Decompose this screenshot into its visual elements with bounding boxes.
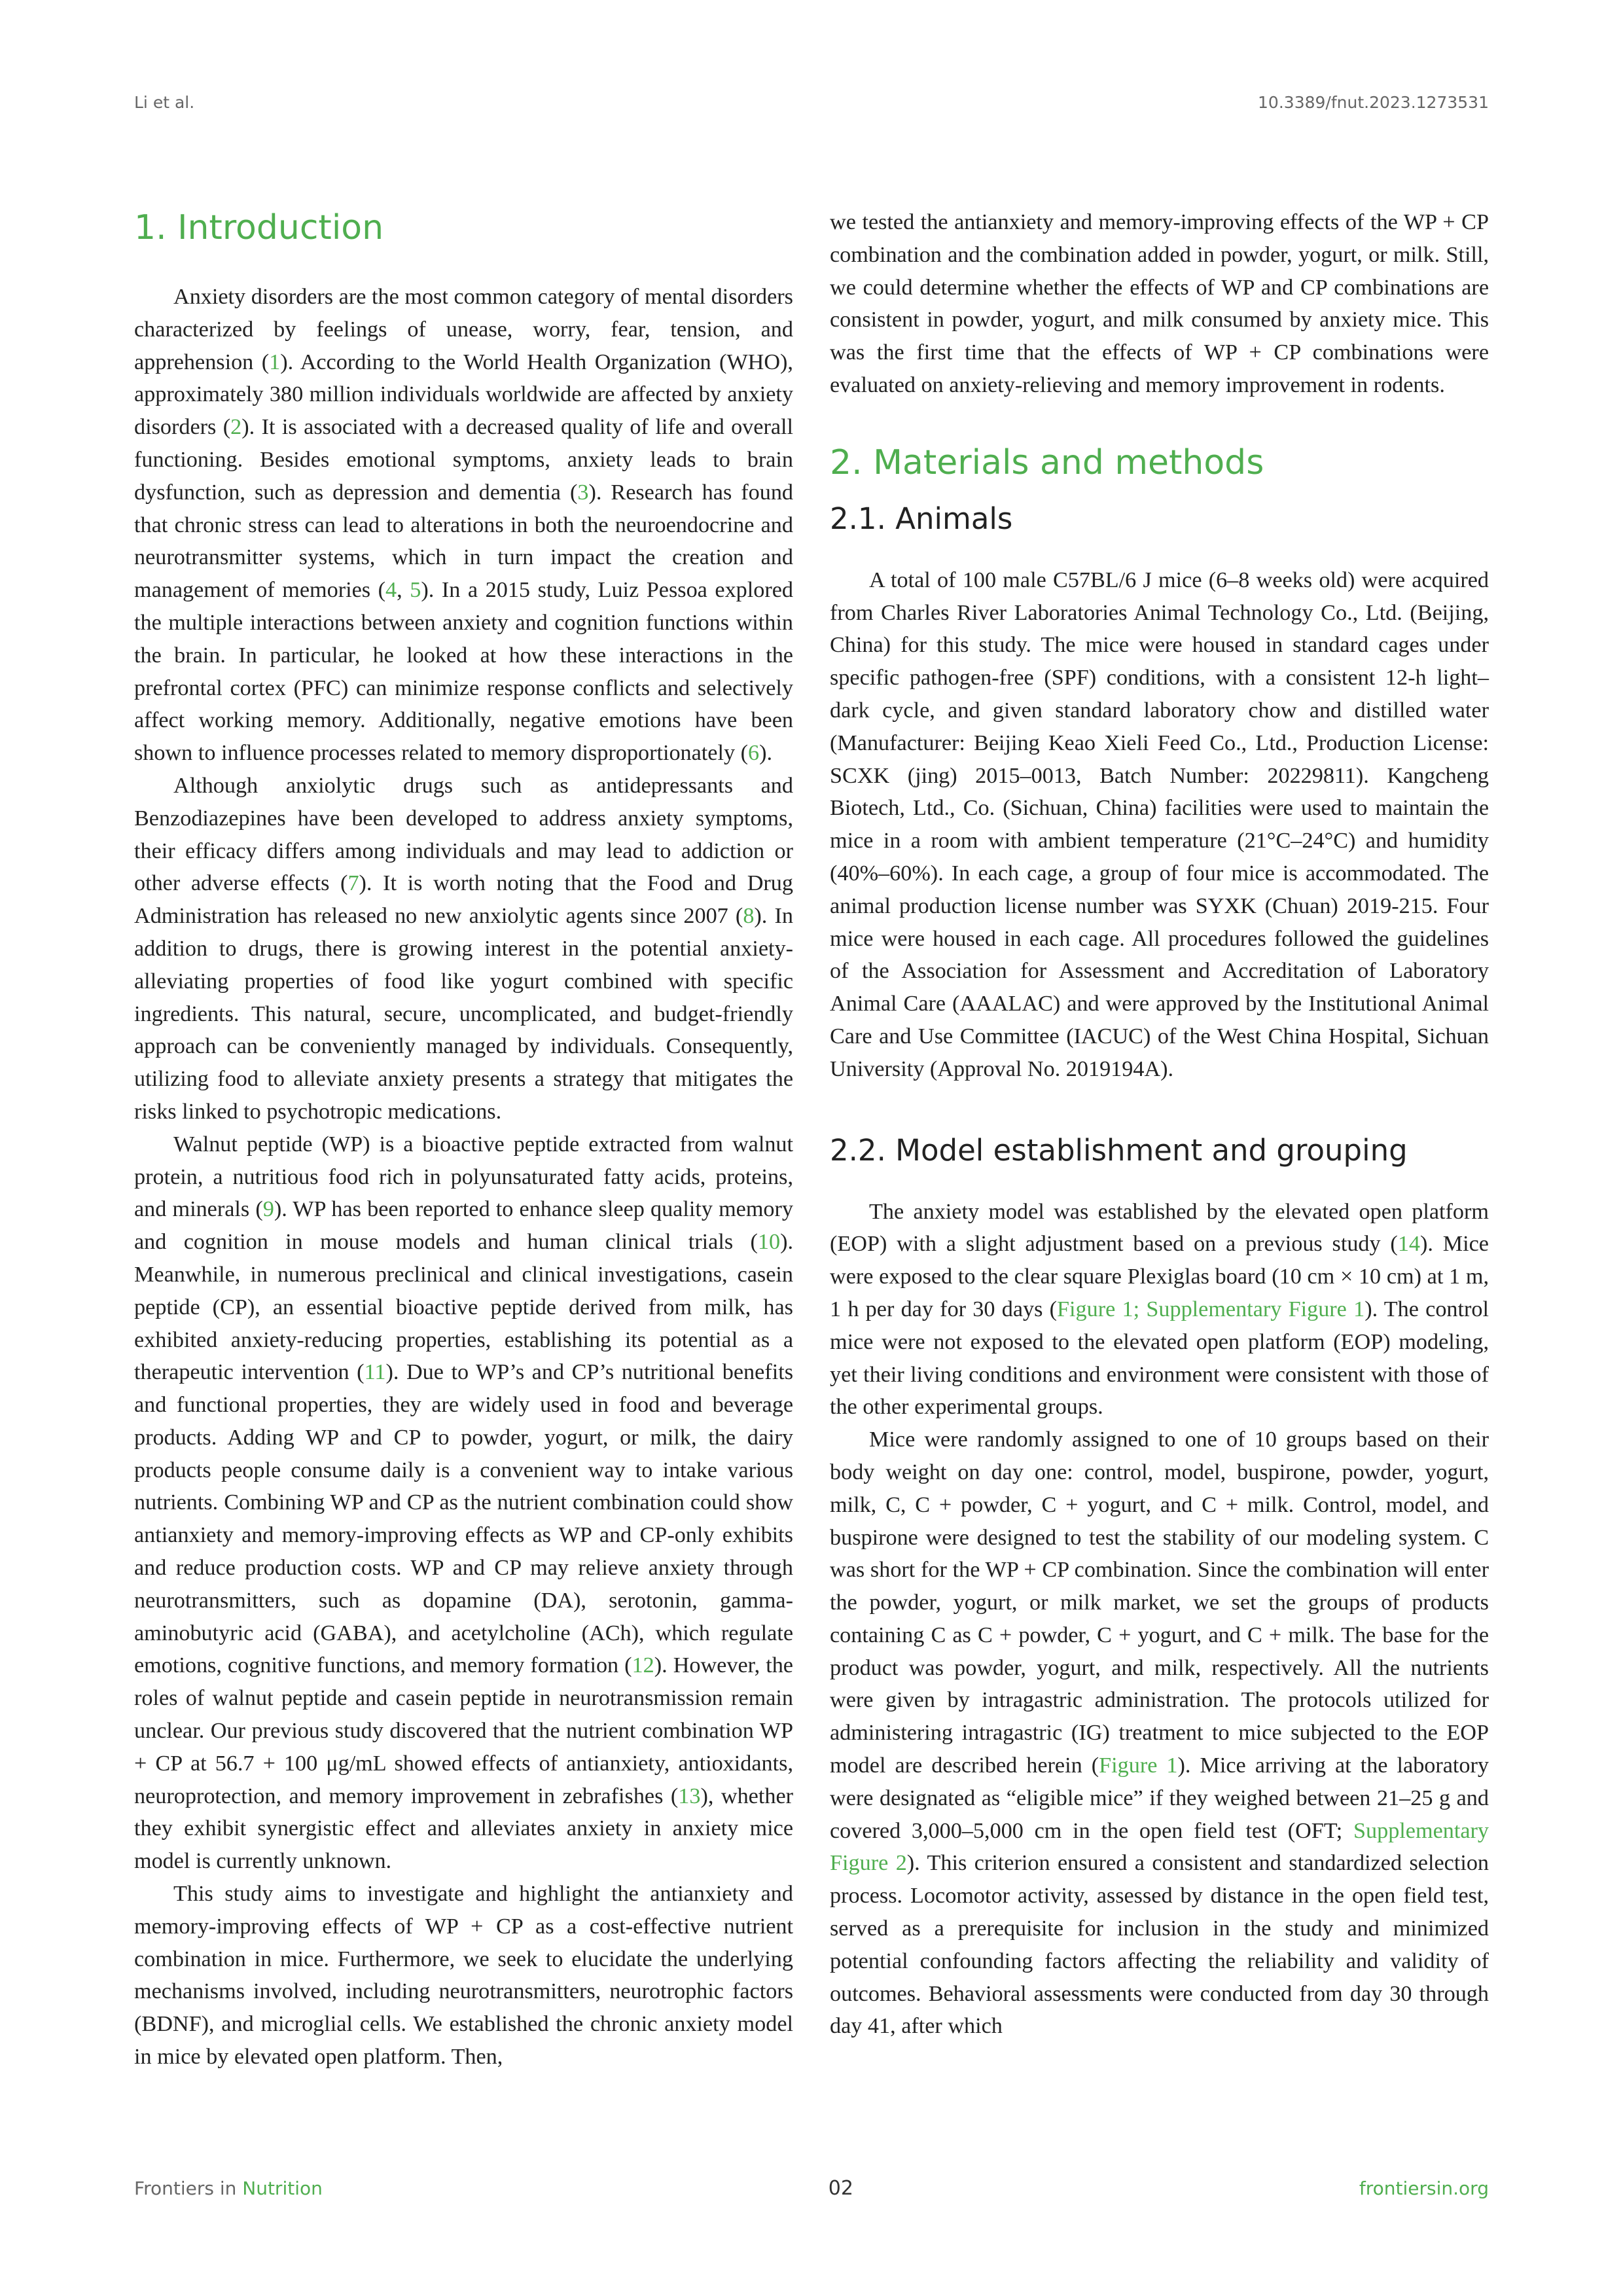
citation-link[interactable]: 11 <box>364 1360 386 1385</box>
paragraph <box>134 281 793 770</box>
citation-link[interactable]: 6 <box>748 741 760 766</box>
text-run: ). Mice arriving at the laboratory were designated as “eligible mice” if they weighed between 21–25 g and covered 3,000–5,000 cm in the open field test (OFT; <box>830 1753 1489 1843</box>
paragraph <box>134 1128 793 1878</box>
text-run: The anxiety model was established by the elevated open platform (EOP) with a slight adjustment based on a previous study ( <box>830 1199 1489 1257</box>
text-run: ), whether they exhibit synergistic effect and alleviates anxiety in anxiety mice model is currently unknown. <box>134 1784 794 1874</box>
text-run: ). In addition to drugs, there is growing interest in the potential anxiety-alleviating properties of food like yogurt combined with specific ingredients. This natural, secure, uncomplicated, and budget-friendly approach can be conveniently managed by individuals. Consequently, utilizing food to alleviate anxiety presents a strategy that mitigates the risks linked to psychotropic medications. <box>134 904 793 1124</box>
citation-link[interactable]: Figure 1 <box>1099 1753 1178 1778</box>
text-run: , <box>397 578 410 603</box>
citation-link[interactable]: 1 <box>269 350 281 374</box>
paragraph <box>830 1196 1489 1424</box>
section-heading-introduction: 1. Introduction <box>134 208 384 247</box>
citation-link[interactable]: 3 <box>577 480 589 505</box>
citation-link[interactable]: 12 <box>632 1653 654 1678</box>
text-run: ). This criterion ensured a consistent and standardized selection process. Locomotor activity, assessed by distance in the open field test, served as a prerequisite for inclusion in the study and minimized potential confounding factors affecting the reliability and validity of outcomes. Behavioral assessments were conducted from day 30 through day 41, after which <box>830 1851 1489 2039</box>
right-column <box>830 206 1489 2043</box>
text-run: ). According to the World Health Organization (WHO), approximately 380 million individuals worldwide are affected by anxiety disorders ( <box>134 350 793 440</box>
citation-link[interactable]: 8 <box>743 904 755 929</box>
text-run: ). Research has found that chronic stress can lead to alterations in both the neuroendocrine and neurotransmitter systems, which in turn impact the creation and management of memories ( <box>134 480 794 603</box>
left-column <box>134 206 793 2073</box>
citation-link[interactable]: 14 <box>1397 1232 1420 1257</box>
text-run: Mice were randomly assigned to one of 10 groups based on their body weight on day one: control, model, buspirone, powder, yogurt, milk, C, C + powder, C + yogurt, and C + milk. Control, model, and buspirone were designed to test the stability of our modeling system. C was short for the WP + CP combination. Since the combination will enter the powder, yogurt, or milk market, we set the groups of products containing C as C + powder, C + yogurt, and C + milk. The base for the product was powder, yogurt, and milk, respectively. All the nutrients were given by intragastric administration. The protocols utilized for administering intragastric (IG) treatment to mice subjected to the EOP model are described herein ( <box>830 1427 1489 1778</box>
text-run: ). Mice were exposed to the clear square Plexiglas board (10 cm × 10 cm) at 1 m, 1 h per day for 30 days ( <box>830 1232 1489 1321</box>
subsection-heading-model: 2.2. Model establishment and grouping <box>830 1132 1408 1168</box>
text-run: ). However, the roles of walnut peptide and casein peptide in neurotransmission remain unclear. Our previous study discovered that the nutrient combination WP + CP at 56.7 + 100 μg/mL showed effects of antianxiety, antioxidants, neuroprotection, and memory improvement in zebrafishes ( <box>134 1653 793 1808</box>
text-run: ). WP has been reported to enhance sleep quality memory and cognition in mouse models and human clinical trials ( <box>134 1197 794 1255</box>
text-run: Walnut peptide (WP) is a bioactive peptide extracted from walnut protein, a nutritious food rich in polyunsaturated fatty acids, proteins, and minerals ( <box>134 1132 793 1222</box>
text-run: A total of 100 male C57BL/6 J mice (6–8 weeks old) were acquired from Charles River Laboratories Animal Technology Co., Ltd. (Beijing, China) for this study. The mice were housed in standard cages under specific pathogen-free (SPF) conditions, with a consistent 12-h light–dark cycle, and given standard laboratory chow and distilled water (Manufacturer: Beijing Keao Xieli Feed Co., Ltd., Production License: SCXK (jing) 2015–0013, Batch Number: 20229811). Kangcheng Biotech, Ltd., Co. (Sichuan, China) facilities were used to maintain the mice in a room with ambient temperature (21°C–24°C) and humidity (40%–60%). In each cage, a group of four mice is accommodated. The animal production license number was SYXK (Chuan) 2019-215. Four mice were housed in each cage. All procedures followed the guidelines of the Association for Assessment and Accreditation of Laboratory Animal Care (AAALAC) and were approved by the Institutional Animal Care and Use Committee (IACUC) of the West China Hospital, Sichuan University (Approval No. 2019194A). <box>830 567 1489 1081</box>
paragraph <box>134 1878 793 2073</box>
text-run: ). In a 2015 study, Luiz Pessoa explored the multiple interactions between anxiety and cognition functions within the brain. In particular, he looked at how these interactions in the prefrontal cortex (PFC) can minimize response conflicts and selectively affect working memory. Additionally, negative emotions have been shown to influence processes related to memory disproportionately ( <box>134 578 794 766</box>
journal-name: Frontiers in Nutrition <box>134 2178 323 2199</box>
paragraph <box>134 770 793 1128</box>
citation-link[interactable]: 7 <box>348 871 359 896</box>
running-head <box>134 93 1489 112</box>
citation-link[interactable]: 5 <box>410 578 421 603</box>
citation-link[interactable]: 4 <box>385 578 397 603</box>
paragraph <box>830 1424 1489 2043</box>
journal-link[interactable]: Nutrition <box>242 2178 323 2199</box>
text-run: Although anxiolytic drugs such as antidepressants and Benzodiazepines have been developed to address anxiety symptoms, their efficacy differs among individuals and may lead to addiction or other adverse effects ( <box>134 773 793 896</box>
subsection-heading-animals: 2.1. Animals <box>830 501 1013 536</box>
author-header: Li et al. <box>134 93 195 112</box>
text-run: ). The control mice were not exposed to the elevated open platform (EOP) modeling, yet their living conditions and environment were consistent with those of the other experimental groups. <box>830 1297 1489 1420</box>
text-run: ). Due to WP’s and CP’s nutritional benefits and functional properties, they are widely used in food and beverage products. Adding WP and CP to powder, yogurt, or milk, the dairy products people consume daily is a convenient way to intake various nutrients. Combining WP and CP as the nutrient combination could show antianxiety and memory-improving effects as WP and CP-only exhibits and reduce production costs. WP and CP may relieve anxiety through neurotransmitters, such as dopamine (DA), serotonin, gamma-aminobutyric acid (GABA), and acetylcholine (ACh), which regulate emotions, cognitive functions, and memory formation ( <box>134 1360 793 1678</box>
text-run: This study aims to investigate and highlight the antianxiety and memory-improving effects of WP + CP as a cost-effective nutrient combination in mice. Furthermore, we seek to elucidate the underlying mechanisms involved, including neurotransmitters, neurotrophic factors (BDNF), and microglial cells. We established the chronic anxiety model in mice by elevated open platform. Then, <box>134 1882 793 2070</box>
doi-header: 10.3389/fnut.2023.1273531 <box>1258 93 1489 112</box>
text-run: we tested the antianxiety and memory-improving effects of the WP + CP combination and the combination added in powder, yogurt, or milk. Still, we could determine whether the effects of WP and CP combinations are consistent in powder, yogurt, and milk consumed by anxiety mice. This was the first time that the effects of WP + CP combinations were evaluated on anxiety-relieving and memory improvement in rodents. <box>830 210 1489 397</box>
page-footer <box>134 2177 1489 2200</box>
paragraph <box>830 564 1489 1086</box>
text-run: ). It is associated with a decreased quality of life and overall functioning. Besides emotional symptoms, anxiety leads to brain dysfunction, such as depression and dementia ( <box>134 415 794 505</box>
text-run: ). It is worth noting that the Food and Drug Administration has released no new anxiolytic agents since 2007 ( <box>134 871 793 929</box>
citation-link[interactable]: Supplementary Figure 2 <box>830 1818 1489 1876</box>
citation-link[interactable]: 9 <box>262 1197 274 1222</box>
citation-link[interactable]: 2 <box>230 415 242 440</box>
site-link[interactable]: frontiersin.org <box>1359 2178 1489 2199</box>
text-run: Anxiety disorders are the most common category of mental disorders characterized by feelings of unease, worry, fear, tension, and apprehension ( <box>134 285 793 374</box>
text-run: ). <box>759 741 773 766</box>
page-number: 02 <box>828 2177 853 2200</box>
citation-link[interactable]: 10 <box>757 1230 781 1255</box>
citation-link[interactable]: 13 <box>678 1784 701 1808</box>
text-run: ). Meanwhile, in numerous preclinical and clinical investigations, casein peptide (CP), an essential bioactive peptide derived from milk, has exhibited anxiety-reducing properties, establishing its potential as a therapeutic intervention ( <box>134 1230 793 1385</box>
citation-link[interactable]: Figure 1; Supplementary Figure 1 <box>1057 1297 1365 1321</box>
paragraph <box>830 206 1489 402</box>
section-heading-methods: 2. Materials and methods <box>830 442 1264 482</box>
